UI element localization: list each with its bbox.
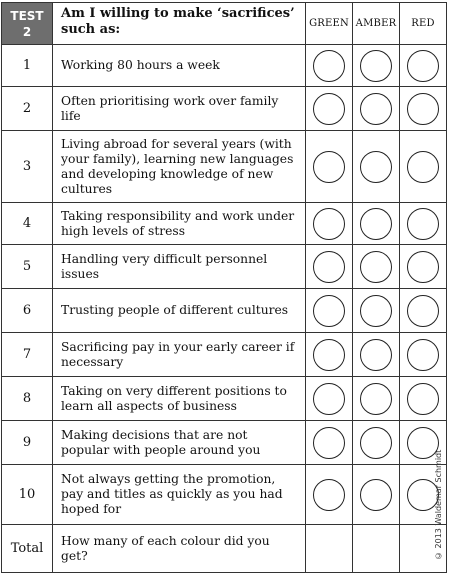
red-circle[interactable] [407,208,439,240]
amber-cell [353,465,400,525]
red-circle[interactable] [407,383,439,415]
row-question: Working 80 hours a week [53,45,306,87]
green-total-cell[interactable] [306,525,353,573]
amber-circle[interactable] [360,295,392,327]
amber-circle[interactable] [360,251,392,283]
total-question: How many of each colour did you get? [53,525,306,573]
green-circle[interactable] [313,479,345,511]
amber-circle[interactable] [360,427,392,459]
row-number: 6 [2,289,53,333]
green-cell [306,87,353,131]
row-question: Sacrificing pay in your early career if necessary [53,333,306,377]
red-cell [400,203,447,245]
amber-cell [353,333,400,377]
green-cell [306,45,353,87]
header-row [2,3,447,45]
test-label: TEST [10,9,44,23]
amber-cell [353,377,400,421]
green-circle[interactable] [313,151,345,183]
red-circle[interactable] [407,151,439,183]
red-column-header: RED [400,3,447,45]
green-column-header: GREEN [306,3,353,45]
red-circle[interactable] [407,50,439,82]
table-row [2,377,447,421]
red-cell [400,333,447,377]
green-cell [306,421,353,465]
table-row [2,245,447,289]
green-cell [306,465,353,525]
row-question: Often prioritising work over family life [53,87,306,131]
red-circle[interactable] [407,339,439,371]
amber-circle[interactable] [360,93,392,125]
test-number: 2 [22,25,32,39]
red-cell [400,45,447,87]
amber-cell [353,131,400,203]
row-number: 5 [2,245,53,289]
table-row [2,87,447,131]
amber-circle[interactable] [360,208,392,240]
row-number: 2 [2,87,53,131]
total-label: Total [2,525,53,573]
green-cell [306,131,353,203]
row-number: 3 [2,131,53,203]
green-circle[interactable] [313,208,345,240]
total-row [2,525,447,573]
amber-circle[interactable] [360,50,392,82]
green-cell [306,333,353,377]
red-circle[interactable] [407,295,439,327]
red-cell [400,377,447,421]
question-header: Am I willing to make ‘sacrifices’ such as: [53,3,306,45]
copyright-notice: © 2013 Waldemar Schmidt [434,449,443,560]
table-row [2,289,447,333]
green-circle[interactable] [313,339,345,371]
red-circle[interactable] [407,251,439,283]
sacrifices-test-table [1,2,447,573]
amber-column-header: AMBER [353,3,400,45]
amber-cell [353,45,400,87]
green-cell [306,203,353,245]
row-question: Making decisions that are not popular with people around you [53,421,306,465]
row-number: 8 [2,377,53,421]
row-question: Living abroad for several years (with your family), learning new languages and developing knowledge of new cultures [53,131,306,203]
amber-cell [353,289,400,333]
amber-cell [353,87,400,131]
amber-circle[interactable] [360,151,392,183]
row-question: Taking responsibility and work under high levels of stress [53,203,306,245]
table-row [2,131,447,203]
amber-cell [353,421,400,465]
table-row [2,465,447,525]
table-row [2,203,447,245]
green-cell [306,289,353,333]
green-cell [306,377,353,421]
amber-circle[interactable] [360,479,392,511]
row-number: 1 [2,45,53,87]
green-circle[interactable] [313,383,345,415]
row-question: Taking on very different positions to learn all aspects of business [53,377,306,421]
row-number: 4 [2,203,53,245]
green-circle[interactable] [313,251,345,283]
green-circle[interactable] [313,427,345,459]
table-row [2,421,447,465]
test-number-header [2,3,53,45]
green-circle[interactable] [313,50,345,82]
red-circle[interactable] [407,93,439,125]
table-row [2,45,447,87]
amber-cell [353,245,400,289]
row-number: 10 [2,465,53,525]
row-number: 9 [2,421,53,465]
amber-circle[interactable] [360,383,392,415]
green-cell [306,245,353,289]
row-number: 7 [2,333,53,377]
amber-total-cell[interactable] [353,525,400,573]
red-cell [400,289,447,333]
row-question: Trusting people of different cultures [53,289,306,333]
amber-cell [353,203,400,245]
row-question: Not always getting the promotion, pay and titles as quickly as you had hoped for [53,465,306,525]
table-row [2,333,447,377]
red-cell [400,245,447,289]
green-circle[interactable] [313,93,345,125]
green-circle[interactable] [313,295,345,327]
amber-circle[interactable] [360,339,392,371]
row-question: Handling very difficult personnel issues [53,245,306,289]
red-cell [400,131,447,203]
red-cell [400,87,447,131]
